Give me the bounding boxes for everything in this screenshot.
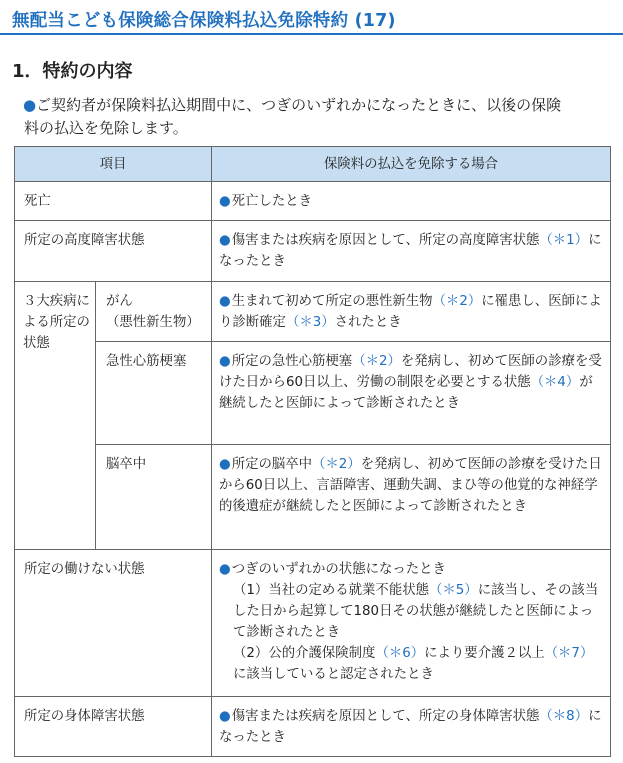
reference-note: （＊3） [285,315,335,330]
table-row [15,221,611,282]
bullet-icon: ● [219,233,231,248]
group-three-diseases: ３大疾病による所定の状態 [23,294,90,351]
reference-note: （＊2） [312,457,361,472]
case-stroke: ●所定の脳卒中（＊2）を発病し、初めて医師の診療を受けた日から60日以上、言語障害、運動失調、まひ等の他覚的な神経学的後遺症が継続したと医師によって診断されたとき [219,457,602,514]
table-header-row [15,147,611,182]
item-unable-to-work: 所定の働けない状態 [24,562,145,577]
table-row [15,282,611,342]
reference-note: （＊4） [530,375,580,390]
table-row [15,697,611,757]
intro-line-2: 料の払込を免除します。 [24,119,188,137]
item-cancer: がん （悪性新生物） [106,294,200,330]
intro-line-1: ご契約者が保険料払込期間中に、つぎのいずれかになったときに、以後の保険 [36,96,562,114]
item-physical-disability: 所定の身体障害状態 [24,709,145,724]
reference-note: （＊6） [375,646,425,661]
premium-waiver-table [14,146,611,757]
case-unable-to-work: ●つぎのいずれかの状態になったとき （1）当社の定める就業不能状態（＊5）に該当し、その該当した日から起算して180日その状態が継続したと医師によって診断されたとき （2）公的介護保険制度（＊6）により要介護２以上（＊7）に該当していると認定されたとき [212,550,610,693]
reference-note: （＊5） [429,583,478,598]
title-rule [0,33,623,35]
bullet-icon: ● [219,354,231,369]
case-cancer: ●生まれて初めて所定の悪性新生物（＊2）に罹患し、医師により診断確定（＊3）されたとき [219,294,602,330]
table-row [15,342,611,445]
bullet-icon: ● [219,294,231,309]
bullet-icon: ● [23,96,37,114]
document-title: 無配当こども保険総合保険料払込免除特約 (17) [12,11,396,31]
table-row [15,182,611,221]
item-death: 死亡 [24,194,51,209]
bullet-icon: ● [219,709,231,724]
work-condition-1: （1）当社の定める就業不能状態（＊5）に該当し、その該当した日から起算して180日その状態が継続したと医師によって診断されたとき [233,583,599,640]
header-case: 保険料の払込を免除する場合 [212,147,611,182]
case-high-disability: ●傷害または疾病を原因として、所定の高度障害状態（＊1）になったとき [219,233,602,269]
item-high-disability: 所定の高度障害状態 [24,233,145,248]
reference-note: （＊2） [352,354,401,369]
work-condition-2: （2）公的介護保険制度（＊6）により要介護２以上（＊7）に該当していると認定されたとき [233,646,594,682]
header-item: 項目 [15,147,212,182]
item-heart-attack: 急性心筋梗塞 [106,354,187,369]
bullet-icon: ● [219,457,231,472]
item-stroke: 脳卒中 [106,457,147,472]
section-heading: 1．特約の内容 [12,61,133,82]
case-death: ●死亡したとき [219,194,313,209]
bullet-icon: ● [219,194,231,209]
case-heart-attack: ●所定の急性心筋梗塞（＊2）を発病し、初めて医師の診療を受けた日から60日以上、労働の制限を必要とする状態（＊4）が継続したと医師によって診断されたとき [219,354,602,411]
table-row [15,445,611,550]
table-row [15,550,611,697]
reference-note: （＊2） [432,294,482,309]
reference-note: （＊1） [539,233,589,248]
intro-paragraph [24,94,614,140]
reference-note: （＊8） [539,709,589,724]
reference-note: （＊7） [544,646,594,661]
case-physical-disability: ●傷害または疾病を原因として、所定の身体障害状態（＊8）になったとき [219,709,602,745]
bullet-icon: ● [219,562,231,577]
